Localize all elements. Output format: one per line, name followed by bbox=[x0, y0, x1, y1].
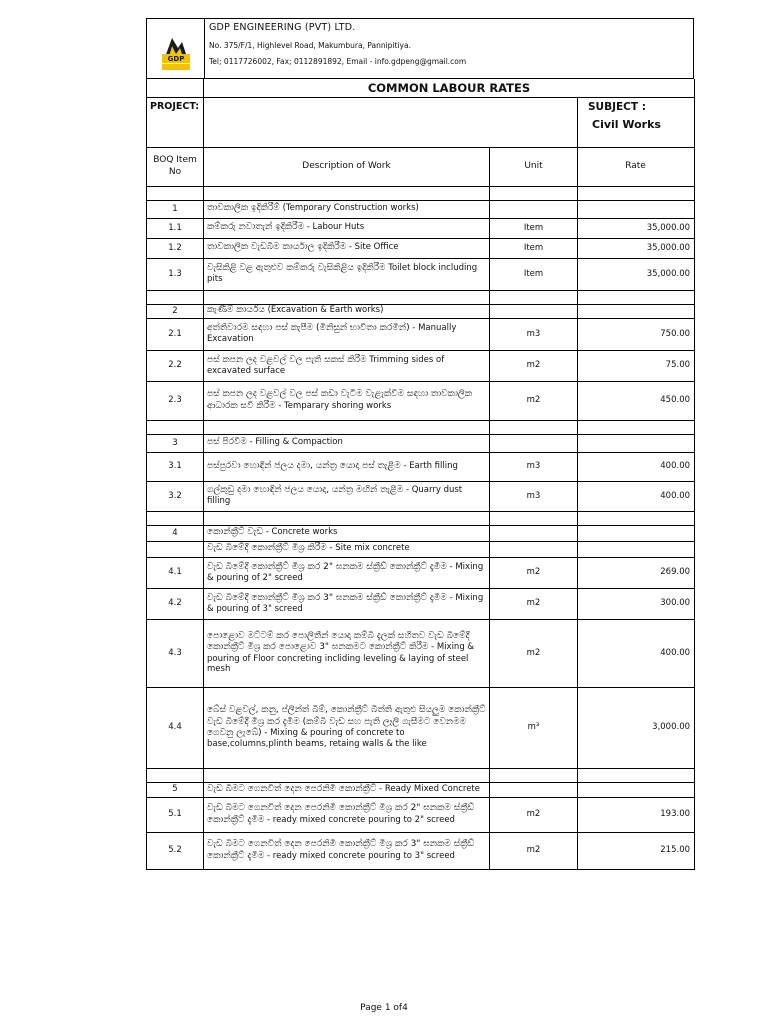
item-description bbox=[204, 481, 490, 511]
empty-cell bbox=[204, 420, 490, 434]
item-rate bbox=[578, 782, 695, 797]
company-header bbox=[146, 18, 694, 79]
project-value bbox=[204, 97, 578, 147]
item-number: 1 bbox=[147, 200, 204, 218]
gdp-logo-icon bbox=[160, 26, 192, 72]
logo-text: GDP bbox=[167, 54, 184, 63]
item-number: 4 bbox=[147, 525, 204, 541]
item-rate bbox=[578, 434, 695, 452]
empty-cell bbox=[147, 420, 204, 434]
item-description bbox=[204, 318, 490, 350]
description-sinhala: කම්කරු නවාතැන් ඉදිකිරීම bbox=[207, 222, 305, 233]
item-number: 3.2 bbox=[147, 481, 204, 511]
item-description bbox=[204, 304, 490, 318]
table-row bbox=[147, 557, 695, 588]
item-number: 4.1 bbox=[147, 557, 204, 588]
item-unit: m3 bbox=[490, 481, 578, 511]
item-description bbox=[204, 525, 490, 541]
item-rate: 450.00 bbox=[578, 381, 695, 420]
table-row bbox=[147, 541, 695, 557]
description-sinhala: වැසිකිළි වළ ඇතුළුව කම්කරු වැසිකිළිය ඉදිකිරීම bbox=[207, 263, 386, 274]
description-sinhala: වැඩ බිමට ගෙනවිත් දෙන පෙරනිමි කොන්ක්‍රීට් bbox=[207, 783, 377, 794]
company-name: GDP ENGINEERING (PVT) LTD. bbox=[209, 22, 356, 33]
description-english: (Temporary Construction works) bbox=[279, 203, 419, 214]
table-row bbox=[147, 797, 695, 832]
subject-value: Civil Works bbox=[592, 117, 661, 131]
item-number: 2.3 bbox=[147, 381, 204, 420]
empty-cell bbox=[204, 511, 490, 525]
page-footer: Page 1 of4 bbox=[360, 1003, 408, 1013]
item-description bbox=[204, 797, 490, 832]
item-unit: m2 bbox=[490, 381, 578, 420]
item-rate: 750.00 bbox=[578, 318, 695, 350]
empty-cell bbox=[578, 290, 695, 304]
item-unit: m³ bbox=[490, 687, 578, 768]
description-sinhala: පස් කපන ලද වළවල් වල පැති සකස් කිරීම bbox=[207, 354, 367, 365]
company-address: No. 375/F/1, Highlevel Road, Makumbura, Pannipitiya. bbox=[209, 41, 411, 50]
description-english: - Mixing & pouring of concrete to base,columns,plinth beams, retaing walls & the like bbox=[207, 727, 427, 750]
table-row bbox=[147, 238, 695, 258]
item-number: 3.1 bbox=[147, 452, 204, 481]
empty-cell bbox=[147, 768, 204, 782]
item-description bbox=[204, 687, 490, 768]
item-rate bbox=[578, 541, 695, 557]
item-description bbox=[204, 541, 490, 557]
subject-label: SUBJECT : bbox=[588, 100, 646, 113]
item-rate bbox=[578, 525, 695, 541]
item-description bbox=[204, 434, 490, 452]
item-unit: m3 bbox=[490, 452, 578, 481]
item-number: 4.4 bbox=[147, 687, 204, 768]
spacer-row bbox=[147, 290, 695, 304]
table-row bbox=[147, 434, 695, 452]
description-sinhala: පොළොව මට්ටම් කර පොලිතීන් යොදා කම්බි දැලක් සහිතව වැඩ බිමේදී කොන්ක්‍රීට් මිශ්‍ර කර පොළොව 3" ඝනකමට කොන්ක්‍රීට් කිරීම bbox=[207, 631, 470, 653]
description-english: - ready mixed concrete pouring to 2" screed bbox=[264, 814, 455, 825]
spacer-row bbox=[147, 768, 695, 782]
item-unit: m2 bbox=[490, 350, 578, 381]
item-number: 5 bbox=[147, 782, 204, 797]
item-description bbox=[204, 832, 490, 869]
item-unit: m2 bbox=[490, 588, 578, 619]
item-rate: 35,000.00 bbox=[578, 238, 695, 258]
description-sinhala: කැණීම් කාර්යය bbox=[207, 305, 265, 316]
item-rate: 35,000.00 bbox=[578, 258, 695, 290]
empty-cell bbox=[204, 186, 490, 200]
item-rate: 400.00 bbox=[578, 452, 695, 481]
item-unit: m3 bbox=[490, 318, 578, 350]
table-row bbox=[147, 525, 695, 541]
description-sinhala: ගල්කුඩු දමා හොඳින් ජලය යොදා, යන්ත්‍ර මඟින් තැළීම bbox=[207, 485, 404, 496]
description-sinhala: කොන්ක්‍රීට් වැඩ bbox=[207, 527, 263, 538]
description-english: - Earth filling bbox=[400, 460, 458, 471]
description-sinhala: පස් කපන ලද වළවල් වල පස් කඩා වැටීම වැළැක්වීම සඳහා තාවකාලික ආධාරක සවි කිරීම bbox=[207, 389, 473, 411]
empty-cell bbox=[490, 768, 578, 782]
page-title: COMMON LABOUR RATES bbox=[204, 79, 695, 97]
description-english: - Mixing & pouring of 2" screed bbox=[207, 561, 484, 583]
description-english: - Mixing & pouring of 3" screed bbox=[207, 592, 484, 614]
item-unit bbox=[490, 525, 578, 541]
description-english: Toilet block including pits bbox=[207, 263, 478, 285]
project-label: PROJECT: bbox=[147, 97, 204, 147]
description-english: - Mixing & pouring of Floor concreting incliding leveling & laying of steel mesh bbox=[207, 642, 475, 675]
item-rate: 400.00 bbox=[578, 619, 695, 687]
empty-cell bbox=[147, 186, 204, 200]
item-number: 1.1 bbox=[147, 218, 204, 238]
item-rate: 300.00 bbox=[578, 588, 695, 619]
item-description bbox=[204, 588, 490, 619]
description-english: Trimming sides of excavated surface bbox=[207, 354, 445, 376]
item-rate: 193.00 bbox=[578, 797, 695, 832]
empty-cell bbox=[578, 511, 695, 525]
subject-block bbox=[578, 97, 695, 147]
item-rate: 35,000.00 bbox=[578, 218, 695, 238]
item-number: 3 bbox=[147, 434, 204, 452]
col-header-unit: Unit bbox=[490, 147, 578, 186]
item-unit: m2 bbox=[490, 557, 578, 588]
item-unit: Item bbox=[490, 238, 578, 258]
description-sinhala: වැඩ බිමේදී කොන්ක්‍රීට් මිශ්‍ර කර 3" ඝනකම ස්ක්‍රීඩ් කොන්ක්‍රීට් දැමීම bbox=[207, 592, 447, 603]
table-row bbox=[147, 619, 695, 687]
item-number: 4.2 bbox=[147, 588, 204, 619]
item-unit: Item bbox=[490, 258, 578, 290]
table-row bbox=[147, 381, 695, 420]
description-english: - Labour Huts bbox=[304, 222, 365, 233]
company-info bbox=[205, 19, 693, 78]
item-description bbox=[204, 619, 490, 687]
spacer-row bbox=[147, 511, 695, 525]
description-english: - Temparary shoring works bbox=[275, 400, 392, 411]
empty-cell bbox=[578, 420, 695, 434]
description-english: - Site Office bbox=[346, 242, 399, 253]
spacer-row bbox=[147, 186, 695, 200]
empty-cell bbox=[490, 511, 578, 525]
col-header-desc: Description of Work bbox=[204, 147, 490, 186]
item-number: 5.2 bbox=[147, 832, 204, 869]
col-header-no: BOQ Item No bbox=[147, 147, 204, 186]
item-unit: Item bbox=[490, 218, 578, 238]
description-sinhala: වැඩ බිමට ගෙනවිත් දෙන පෙරනිමි කොන්ක්‍රීට් මිශ්‍ර කර 3" ඝනකම ස්ක්‍රීඩ් කොන්ක්‍රීට් දැමීම bbox=[207, 839, 475, 861]
item-description bbox=[204, 258, 490, 290]
company-contacts: Tel; 0117726002, Fax; 0112891892, Email - info.gdpeng@gmail.com bbox=[209, 57, 467, 66]
description-sinhala: පස් පිරවීම bbox=[207, 437, 247, 448]
item-unit bbox=[490, 541, 578, 557]
description-sinhala: පස්පුරවා හොඳින් ජලය දමා, යන්ත්‍ර යොදා පස් තැළීම bbox=[207, 460, 401, 471]
description-sinhala: තාවකාලික වැඩබිම කාර්යාල ඉදිකිරීම bbox=[207, 242, 347, 253]
description-english: - Quarry dust filling bbox=[207, 485, 463, 507]
item-unit bbox=[490, 304, 578, 318]
table-row bbox=[147, 452, 695, 481]
description-sinhala: වැඩ බිමේදී කොන්ක්‍රීට් මිශ්‍ර කර 2" ඝනකම ස්ක්‍රීඩ් කොන්ක්‍රීට් දැමීම bbox=[207, 561, 447, 572]
item-rate: 3,000.00 bbox=[578, 687, 695, 768]
description-english: - Manually Excavation bbox=[207, 323, 457, 345]
item-number bbox=[147, 541, 204, 557]
item-number: 4.3 bbox=[147, 619, 204, 687]
empty-cell bbox=[578, 768, 695, 782]
item-unit: m2 bbox=[490, 797, 578, 832]
empty-cell bbox=[490, 186, 578, 200]
company-logo bbox=[147, 19, 205, 78]
description-sinhala: වැඩ බිමට ගෙනවිත් දෙන පෙරනිමි කොන්ක්‍රීට් මිශ්‍ර කර 2" ඝනකම ස්ක්‍රීඩ් කොන්ක්‍රීට් දැමීම bbox=[207, 803, 475, 825]
table-row bbox=[147, 588, 695, 619]
item-unit: m2 bbox=[490, 832, 578, 869]
item-description bbox=[204, 238, 490, 258]
table-row bbox=[147, 481, 695, 511]
empty-cell bbox=[147, 511, 204, 525]
item-number: 2.2 bbox=[147, 350, 204, 381]
description-sinhala: බේස් වළවල්, කනු, ප්ලින්ත් බිම්, කොන්ක්‍රීට් බිත්ති ඇතුළු සියලුම කොන්ක්‍රීට් වැඩ බිමේදී මිශ්‍ර කර දැමීම (කම්බි වැඩ සහ පැති ලෑලි ගැසීමට වෙනමම ගෙවනු ලැබේ) bbox=[207, 705, 486, 738]
item-number: 1.2 bbox=[147, 238, 204, 258]
table-row bbox=[147, 832, 695, 869]
item-description bbox=[204, 782, 490, 797]
description-english: - Filling & Compaction bbox=[246, 437, 343, 448]
item-unit bbox=[490, 782, 578, 797]
description-english: - Concrete works bbox=[263, 527, 338, 538]
table-row bbox=[147, 318, 695, 350]
item-description bbox=[204, 218, 490, 238]
empty-cell bbox=[490, 290, 578, 304]
empty-cell bbox=[204, 290, 490, 304]
rate-sheet bbox=[146, 18, 694, 870]
item-unit bbox=[490, 434, 578, 452]
description-sinhala: අත්තිවාරම සඳහා පස් කැපීම (මිනිසුන් භාවිතා කරමින්) bbox=[207, 323, 410, 334]
spacer-row bbox=[147, 420, 695, 434]
item-number: 2.1 bbox=[147, 318, 204, 350]
item-rate bbox=[578, 304, 695, 318]
description-sinhala: තාවකාලික ඉදිකිරීම් bbox=[207, 203, 280, 214]
description-english: (Excavation & Earth works) bbox=[264, 305, 384, 316]
table-row bbox=[147, 218, 695, 238]
item-description bbox=[204, 557, 490, 588]
item-number: 2 bbox=[147, 304, 204, 318]
item-rate: 215.00 bbox=[578, 832, 695, 869]
item-unit bbox=[490, 200, 578, 218]
empty-cell bbox=[147, 290, 204, 304]
table-row bbox=[147, 304, 695, 318]
item-description bbox=[204, 381, 490, 420]
item-description bbox=[204, 452, 490, 481]
table-row bbox=[147, 350, 695, 381]
table-row bbox=[147, 687, 695, 768]
description-english: - Ready Mixed Concrete bbox=[376, 783, 480, 794]
item-rate: 400.00 bbox=[578, 481, 695, 511]
col-header-rate: Rate bbox=[578, 147, 695, 186]
item-number: 1.3 bbox=[147, 258, 204, 290]
empty-cell bbox=[204, 768, 490, 782]
table-row bbox=[147, 258, 695, 290]
item-rate bbox=[578, 200, 695, 218]
empty-cell bbox=[490, 420, 578, 434]
item-description bbox=[204, 200, 490, 218]
item-number: 5.1 bbox=[147, 797, 204, 832]
description-english: - ready mixed concrete pouring to 3" screed bbox=[264, 850, 455, 861]
empty-cell bbox=[578, 186, 695, 200]
table-row bbox=[147, 782, 695, 797]
table-row bbox=[147, 200, 695, 218]
item-unit: m2 bbox=[490, 619, 578, 687]
item-description bbox=[204, 350, 490, 381]
labour-rates-table bbox=[146, 79, 695, 870]
item-rate: 75.00 bbox=[578, 350, 695, 381]
item-rate: 269.00 bbox=[578, 557, 695, 588]
description-sinhala: වැඩ බිමේදී කොන්ක්‍රීට් මිශ්‍ර කිරීම bbox=[207, 543, 327, 554]
description-english: - Site mix concrete bbox=[326, 543, 410, 554]
